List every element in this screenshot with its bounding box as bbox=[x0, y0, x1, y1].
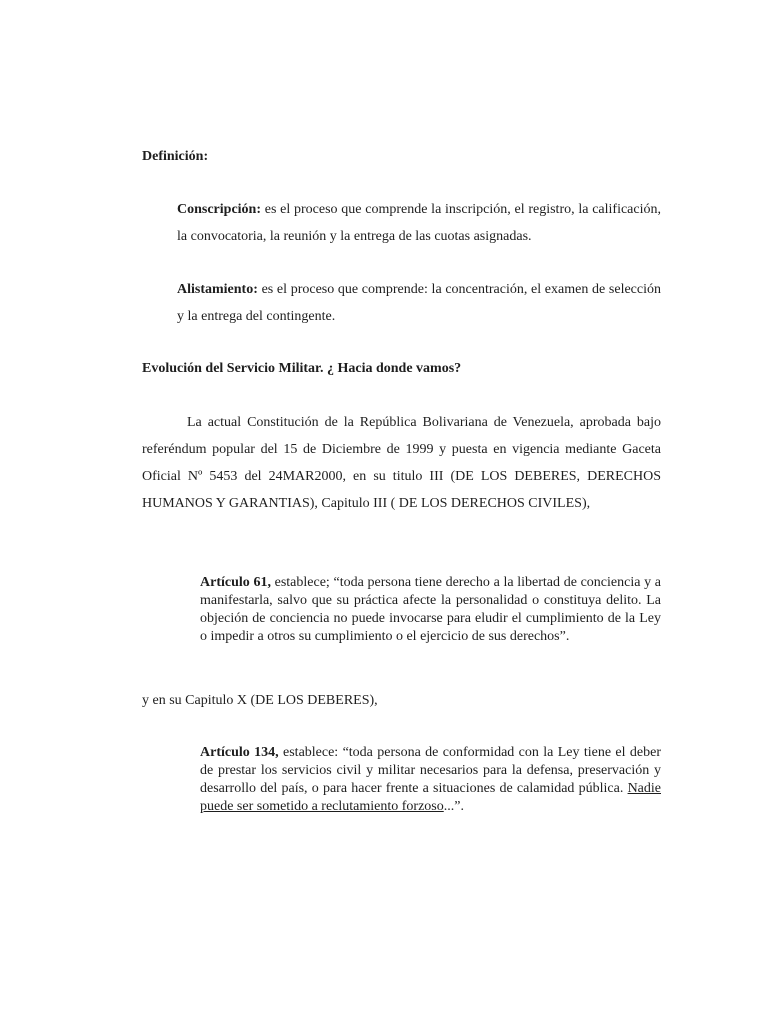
definicion-heading: Definición: bbox=[142, 149, 209, 164]
capitulo-x-line: y en su Capitulo X (DE LOS DEBERES), bbox=[142, 693, 378, 708]
articulo-61-quote bbox=[200, 574, 661, 646]
articulo-134-ref: Artículo 134, bbox=[200, 745, 279, 760]
evolucion-heading: Evolución del Servicio Militar. ¿ Hacia donde vamos? bbox=[142, 361, 462, 376]
alistamiento-definition bbox=[177, 276, 661, 330]
articulo-61-text: establece; “toda persona tiene derecho a la libertad de conciencia y a manifestarla, salvo que su práctica afecte la personalidad o constituya delito. La objeción de conciencia no puede invocarse para eludir el cumplimiento de la Ley o impedir a otros su cumplimiento o el ejercicio de sus derechos”. bbox=[200, 575, 662, 644]
articulo-61-ref: Artículo 61, bbox=[200, 575, 271, 590]
alistamiento-term: Alistamiento: bbox=[177, 282, 258, 297]
articulo-134-text: establece: “toda persona de conformidad con la Ley tiene el deber de prestar los servicios civil y militar necesarios para la defensa, preservación y desarrollo del país, o para hacer frente a situaciones de calamidad pública. bbox=[200, 745, 661, 796]
alistamiento-text: es el proceso que comprende: la concentración, el examen de selección y la entrega del contingente. bbox=[177, 282, 661, 324]
conscripcion-term: Conscripción: bbox=[177, 202, 261, 217]
constitucion-paragraph: La actual Constitución de la República Bolivariana de Venezuela, aprobada bajo referéndum popular del 15 de Diciembre de 1999 y puesta en vigencia mediante Gaceta Oficial Nº 5453 del 24MAR2000, en su titulo III (DE LOS DEBERES, DERECHOS HUMANOS Y GARANTIAS), Capitulo III ( DE LOS DERECHOS CIVILES), bbox=[142, 415, 661, 511]
articulo-134-quote bbox=[200, 744, 661, 816]
conscripcion-definition bbox=[177, 196, 661, 250]
articulo-134-ending: ...”. bbox=[443, 799, 464, 814]
articulo-134-underlined-text: Nadie puede ser sometido a reclutamiento forzoso bbox=[200, 781, 661, 814]
conscripcion-text: es el proceso que comprende la inscripción, el registro, la calificación, la convocatoria, la reunión y la entrega de las cuotas asignadas. bbox=[177, 202, 661, 244]
